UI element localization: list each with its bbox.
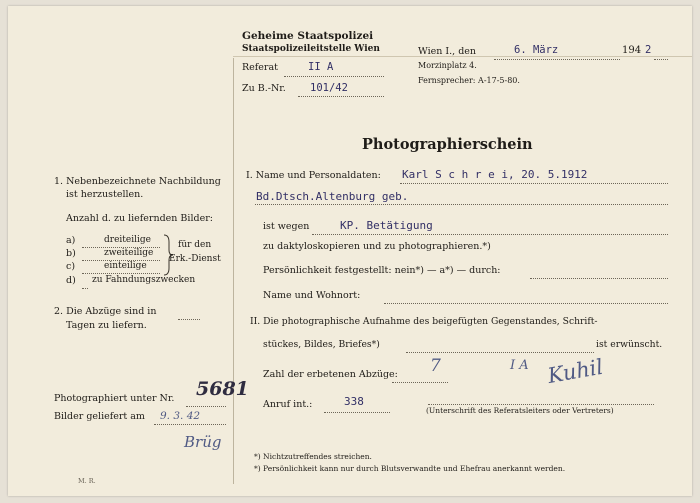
- initials: Brüg: [184, 433, 222, 451]
- column-divider: [233, 58, 234, 484]
- anruf-line: [324, 412, 390, 413]
- delivered-value: 9. 3. 42: [160, 410, 201, 422]
- footnote-1: *) Nichtzutreffendes streichen.: [254, 452, 372, 461]
- persoenlichkeit-line: [530, 278, 668, 279]
- opt-c-text: einteilige: [104, 261, 147, 271]
- date-line: [494, 59, 620, 60]
- wegen-value: KP. Betätigung: [340, 219, 433, 232]
- page-title: Photographierschein: [362, 136, 533, 153]
- zahl-line: [392, 382, 448, 383]
- org-sub: Staatspolizeileitstelle Wien: [242, 44, 380, 54]
- ia-mark: I A: [510, 358, 529, 373]
- signature-line: [428, 404, 654, 405]
- section2-line1: II. Die photographische Aufnahme des beigefügten Gegenstandes, Schrift-: [250, 316, 598, 327]
- opt-b-text: zweiteilige: [104, 248, 154, 258]
- opt-a-letter: a): [66, 235, 76, 246]
- address: Morzinplatz 4.: [418, 61, 477, 70]
- section2-line2: stückes, Bildes, Briefes*): [263, 339, 380, 350]
- persoenlichkeit-text: Persönlichkeit festgestellt: nein*) — a*) — durch:: [263, 265, 501, 276]
- item2-line1: 2. Die Abzüge sind in: [54, 306, 157, 317]
- zu-line: [298, 96, 384, 97]
- footer-code: M. R.: [78, 477, 96, 485]
- anzahl-label: Anzahl d. zu liefernden Bilder:: [66, 213, 213, 224]
- place-label: Wien I., den: [418, 46, 477, 57]
- zu-value: 101/42: [310, 82, 348, 94]
- opt-d-text: zu Fahndungszwecken: [92, 275, 196, 285]
- zahl-value: 7: [430, 356, 441, 376]
- wegen-label: ist wegen: [263, 221, 310, 232]
- org-name: Geheime Staatspolizei: [242, 30, 374, 42]
- form-sheet: [8, 6, 692, 496]
- opt-c-line: [82, 273, 160, 274]
- name-value: Karl S c h r e i, 20. 5.1912: [402, 168, 588, 181]
- photographed-value: 5681: [196, 378, 249, 400]
- zahl-label: Zahl der erbetenen Abzüge:: [263, 369, 398, 380]
- referat-value: II A: [308, 61, 334, 73]
- section1-line: [400, 183, 668, 184]
- section2-line: [406, 352, 594, 353]
- date-value: 6. März: [514, 44, 559, 56]
- opt-d-line: [82, 288, 88, 289]
- birthplace-value: Bd.Dtsch.Altenburg geb.: [256, 190, 409, 203]
- section1-line2: [255, 204, 668, 205]
- phone: Fernsprecher: A-17-5-80.: [418, 76, 520, 85]
- item1-line2: ist herzustellen.: [66, 189, 144, 200]
- delivered-label: Bilder geliefert am: [54, 411, 145, 422]
- footnote-2: *) Persönlichkeit kann nur durch Blutsverwandte und Ehefrau anerkannt werden.: [254, 464, 566, 473]
- signature-caption: (Unterschrift des Referatsleiters oder Vertreters): [426, 406, 614, 415]
- photographed-label: Photographiert unter Nr.: [54, 393, 175, 404]
- year-suffix: 2: [645, 44, 652, 56]
- section1-label: I. Name und Personaldaten:: [246, 170, 381, 181]
- wohnort-line: [384, 303, 668, 304]
- wohnort-label: Name und Wohnort:: [263, 290, 361, 301]
- delivered-line: [154, 424, 226, 425]
- opt-b-letter: b): [66, 248, 76, 259]
- brace-text-1: für den: [178, 240, 212, 250]
- brace-text-2: Erk.-Dienst: [169, 254, 221, 264]
- item2-line: [178, 319, 200, 320]
- referat-line: [284, 76, 384, 77]
- item2-line2: Tagen zu liefern.: [66, 320, 147, 331]
- opt-c-letter: c): [66, 261, 76, 272]
- year-prefix: 194: [622, 45, 642, 56]
- zu-label: Zu B.-Nr.: [242, 83, 286, 94]
- anruf-label: Anruf int.:: [263, 399, 313, 410]
- opt-d-letter: d): [66, 275, 76, 286]
- dakt-text: zu daktyloskopieren und zu photographieren.*): [263, 241, 491, 252]
- year-line: [654, 59, 668, 60]
- opt-a-text: dreiteilige: [104, 235, 151, 245]
- signature: Kuhil: [545, 354, 605, 388]
- wegen-line: [312, 234, 668, 235]
- item1-line1: 1. Nebenbezeichnete Nachbildung: [54, 176, 221, 187]
- referat-label: Referat: [242, 62, 278, 73]
- anruf-value: 338: [344, 395, 364, 408]
- photographed-line: [186, 406, 226, 407]
- erwuenscht-text: ist erwünscht.: [596, 339, 663, 350]
